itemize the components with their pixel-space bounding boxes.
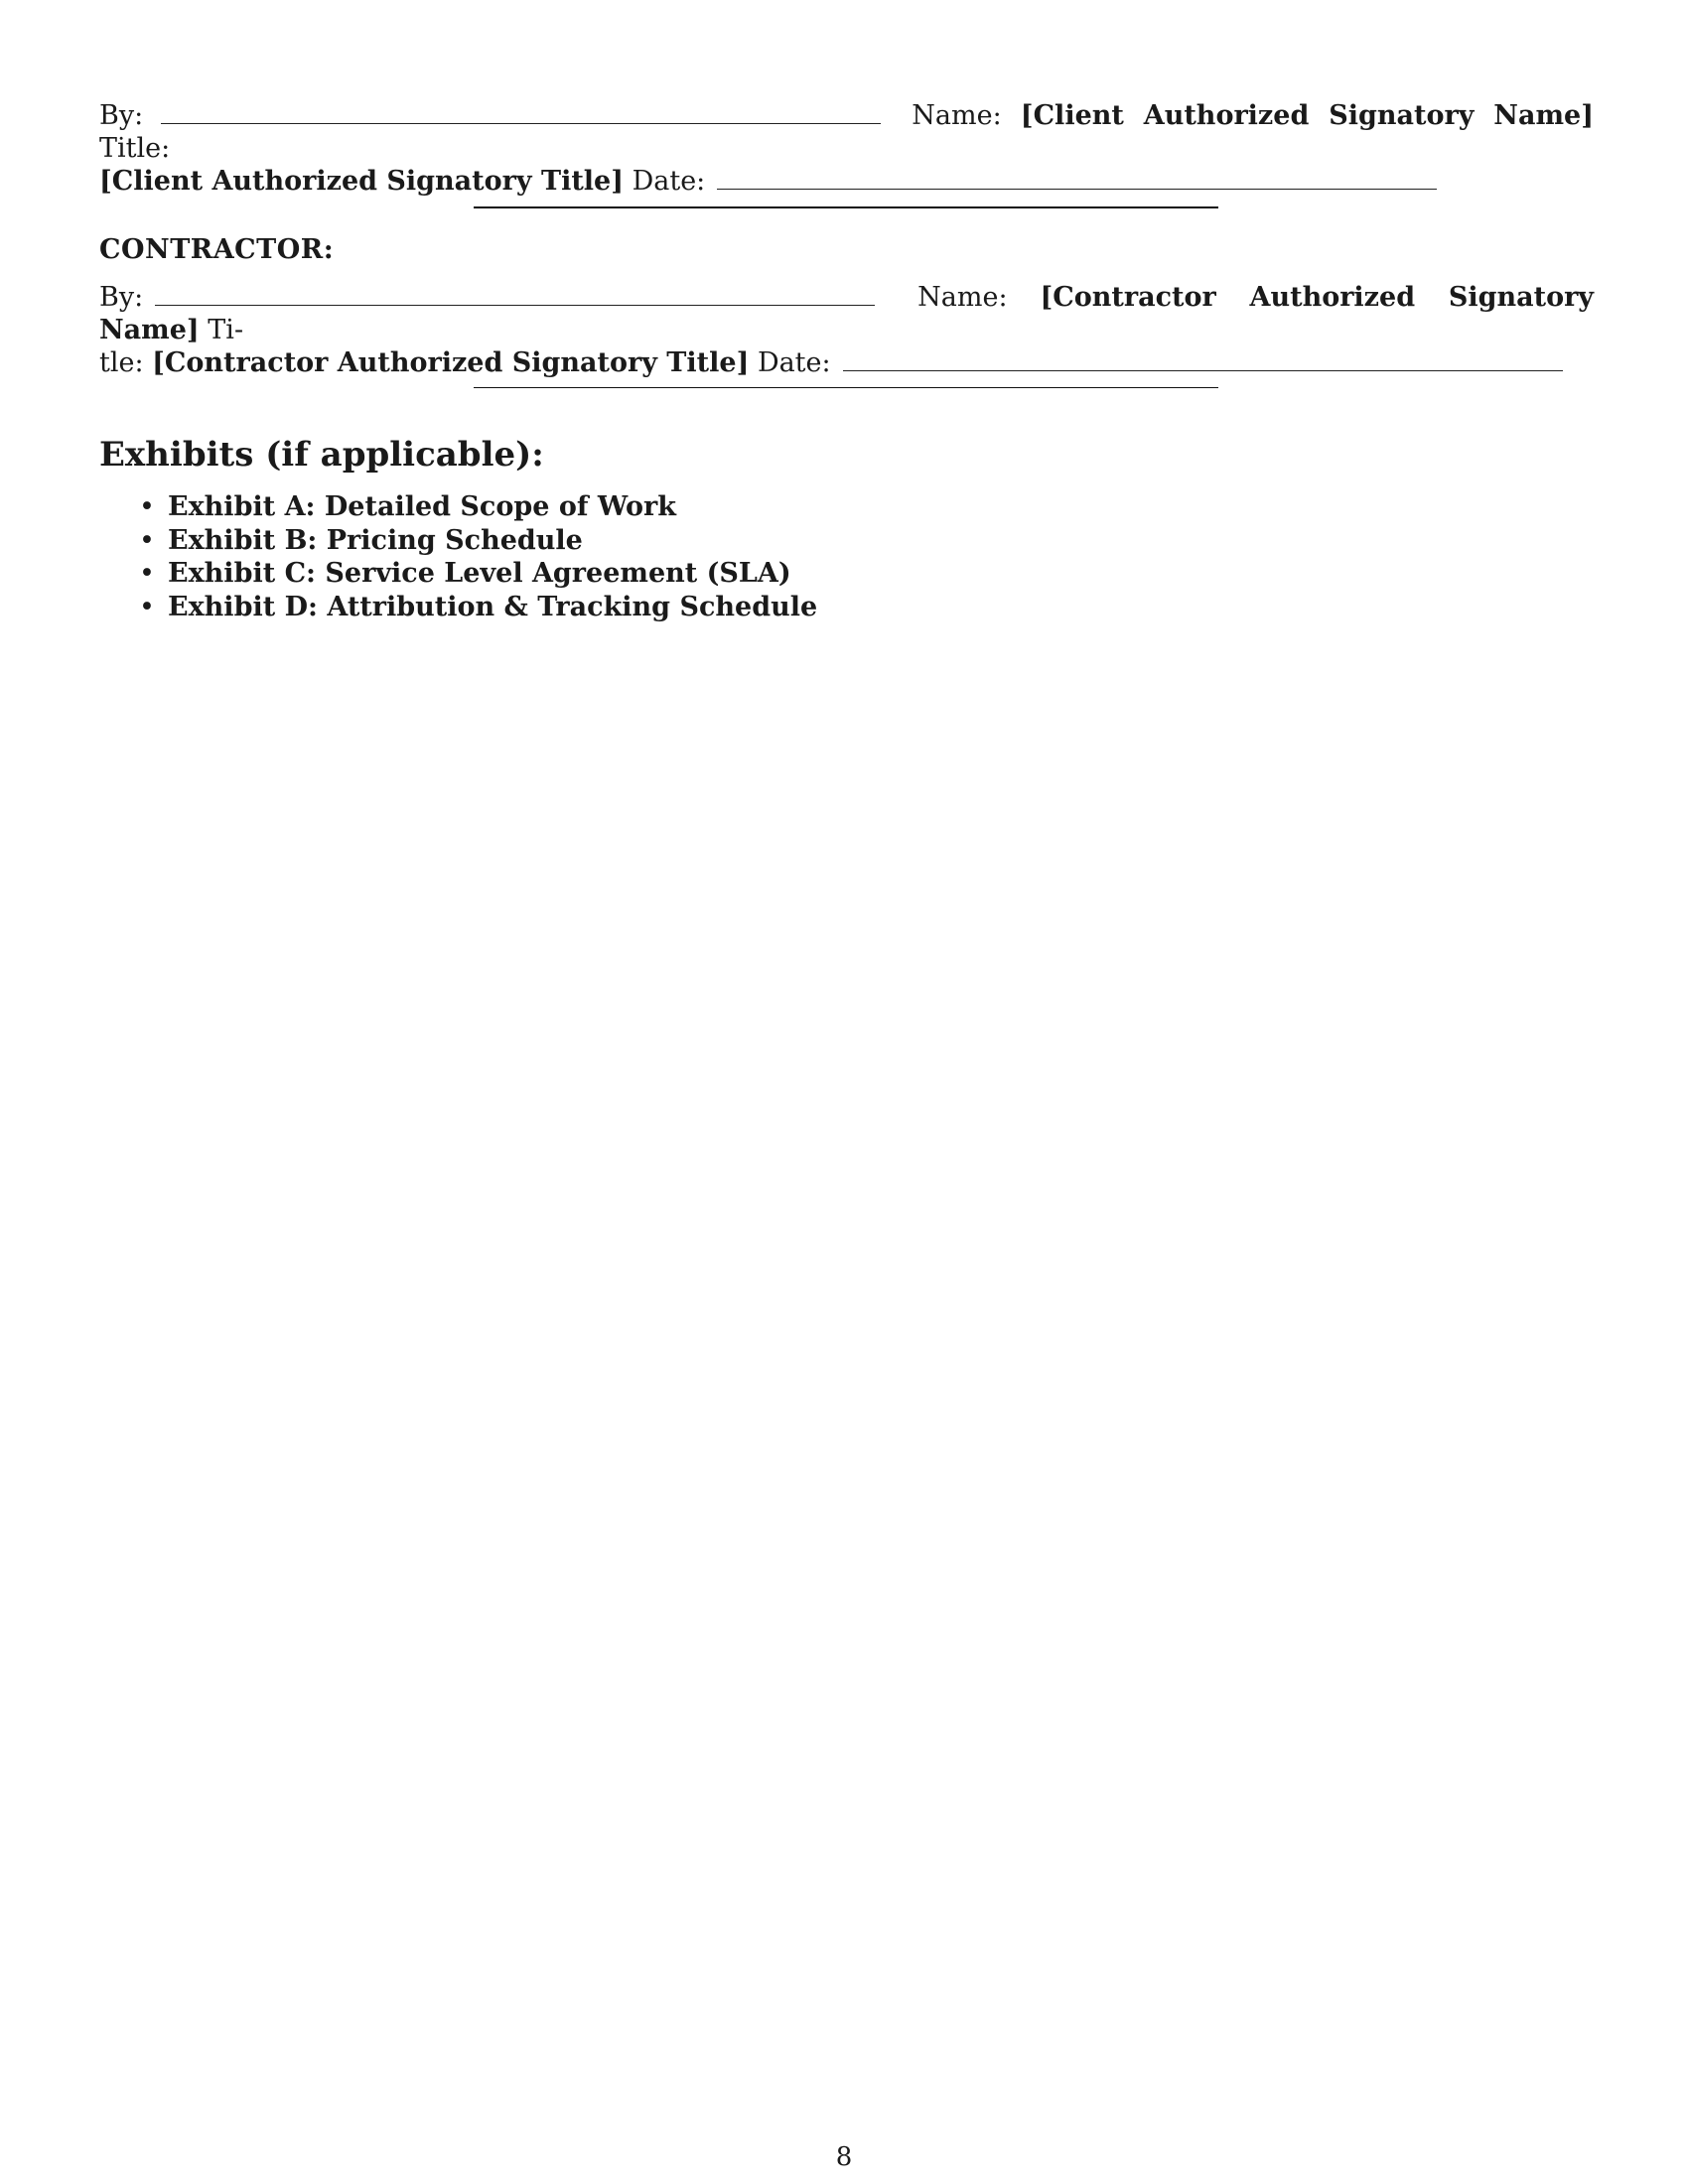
contractor-by-label: By: [99,282,144,313]
contractor-signature-blank [155,285,875,306]
contractor-name-label: Name: [917,282,1008,313]
bullet-icon: • [139,491,155,522]
client-title-value: [Client Authorized Signatory Title] [99,166,625,197]
exhibits-heading: Exhibits (if applicable): [99,435,544,475]
bullet-icon: • [139,591,155,622]
client-signature-blank [161,103,881,124]
contractor-title-value: [Contractor Authorized Signatory Title] [152,347,750,378]
contractor-title-label-part2: tle: [99,347,144,378]
contractor-title-label-part1: Ti- [208,315,244,345]
exhibit-item-label: Exhibit C: Service Level Agreement (SLA) [168,558,791,589]
exhibit-item [99,524,817,558]
exhibit-item-label: Exhibit B: Pricing Schedule [168,524,583,556]
contractor-divider-rule [474,387,1218,388]
exhibit-item [99,490,817,524]
contractor-date-label: Date: [757,347,831,378]
client-name-label: Name: [912,100,1002,131]
client-date-label: Date: [632,166,706,197]
contractor-heading: CONTRACTOR: [99,234,335,265]
bullet-icon: • [139,558,155,589]
client-by-label: By: [99,100,144,131]
exhibit-item [99,591,817,624]
client-signature-block [99,99,1594,198]
exhibits-list [99,490,817,623]
page-number: 8 [835,2142,853,2172]
exhibit-item-label: Exhibit D: Attribution & Tracking Schedule [168,591,818,622]
client-title-label: Title: [99,133,171,164]
client-name-value: [Client Authorized Signatory Name] [1020,100,1594,131]
client-date-blank [717,169,1437,190]
contractor-date-blank [843,350,1563,371]
bullet-icon: • [139,524,155,556]
contractor-name-value: [Contractor Authorized Signatory Name] [99,282,1594,345]
client-divider-rule [474,206,1218,208]
exhibit-item-label: Exhibit A: Detailed Scope of Work [168,491,676,522]
contractor-signature-block [99,281,1594,379]
exhibit-item [99,557,817,591]
